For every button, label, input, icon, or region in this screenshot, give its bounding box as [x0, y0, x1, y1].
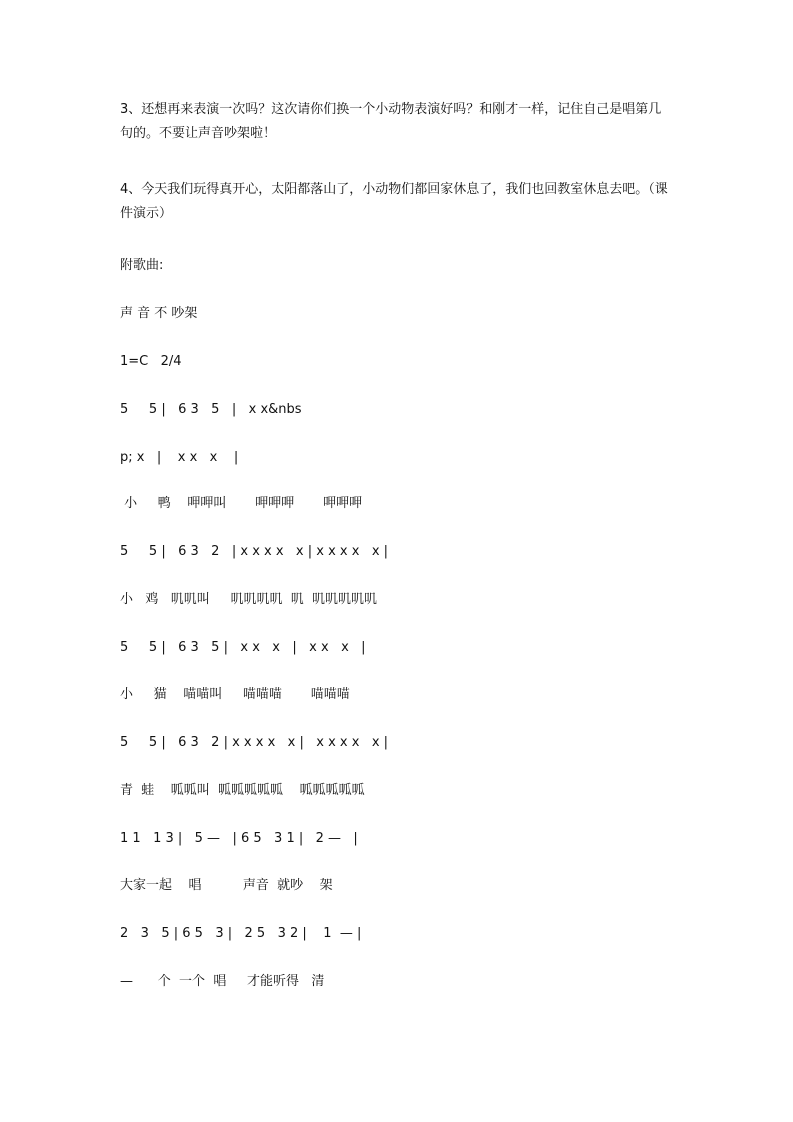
notation-line: 5 5 | 6 3 2 | x x x x x | x x x x x | [120, 544, 389, 559]
notation-line: 2 3 5 | 6 5 3 | 2 5 3 2 | 1 — | [120, 926, 362, 941]
notation-line: 1 1 1 3 | 5 — | 6 5 3 1 | 2 — | [120, 831, 358, 846]
paragraph-line: 3、还想再来表演一次吗？这次请你们换一个小动物表演好吗？和刚才一样，记住自己是唱第几 [120, 102, 662, 117]
paragraph-3 [120, 98, 680, 146]
lyric-line: — 个 一个 唱 才能听得 清 [120, 974, 325, 989]
lyric-line: 大家一起 唱 声音 就吵 架 [120, 878, 333, 893]
notation-line: 5 5 | 6 3 5 | x x x | x x x | [120, 640, 366, 655]
paragraph-4 [120, 178, 680, 226]
paragraph-line: 句的。不要让声音吵架啦！ [120, 126, 277, 141]
notation-line: p; x | x x x | [120, 450, 239, 465]
paragraph-line: 4、今天我们玩得真开心，太阳都落山了，小动物们都回家休息了，我们也回教室休息去吧。（课 [120, 182, 668, 197]
song-intro: 附歌曲: [120, 258, 164, 273]
lyric-line: 小 鸡 叽叽叫 叽叽叽叽 叽 叽叽叽叽叽 [120, 592, 377, 607]
notation-line: 5 5 | 6 3 5 | x x&nbs [120, 402, 302, 417]
lyric-line: 青 蛙 呱呱叫 呱呱呱呱呱 呱呱呱呱呱 [120, 783, 365, 798]
notation-line: 5 5 | 6 3 2 | x x x x x | x x x x x | [120, 735, 389, 750]
song-key: 1=C 2/4 [120, 354, 182, 369]
paragraph-line: 件演示） [120, 206, 173, 221]
lyric-line: 小 鸭 呷呷叫 呷呷呷 呷呷呷 [120, 496, 363, 511]
song-title: 声 音 不 吵架 [120, 306, 198, 321]
lyric-line: 小 猫 喵喵叫 喵喵喵 喵喵喵 [120, 687, 350, 702]
